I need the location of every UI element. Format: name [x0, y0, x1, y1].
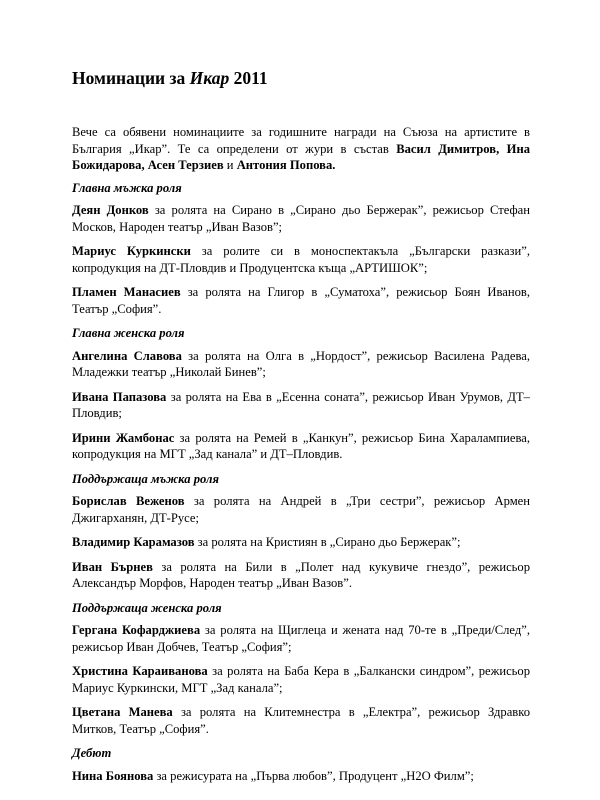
nomination-entry: [72, 493, 530, 526]
section-title: Дебют: [72, 746, 112, 760]
nomination-text: за ролята на Кристиян в „Сирано дьо Бержерак”;: [194, 535, 461, 549]
nomination-text: за ролята на Баба Кера в „Балкански синдром”, режисьор Мариус Куркински, МГТ „Зад канала”;: [72, 664, 531, 695]
nomination-text: за ролята на Клитемнестра в „Електра”, режисьор Здравко Митков, Театър „София”.: [72, 705, 531, 736]
section-title: Поддържаща мъжка роля: [72, 471, 219, 486]
nomination-text: за ролята на Глигор в „Суматоха”, режисьор Боян Иванов, Театър „София”.: [72, 285, 530, 316]
nomination-text: за ролите си в моноспектакъла „Български разкази”, копродукция на ДТ-Пловдив и Продуцентска къща „АРТИШОК”;: [72, 244, 530, 275]
nomination-text: за ролята на Ева в „Есенна соната”, режисьор Иван Урумов, ДТ–Пловдив;: [72, 389, 530, 420]
nomination-entry: [72, 202, 530, 235]
jury-members: Васил Димитров, Ина Божидарова, Асен Терзиев: [72, 141, 530, 172]
nomination-text: за режисурата на „Първа любов”, Продуцент „Н2О Филм”;: [153, 768, 474, 783]
nominee-name: Ангелина Славова: [72, 348, 182, 363]
title-suffix: 2011: [229, 68, 268, 88]
nomination-entry: [72, 534, 530, 551]
nominee-name: Деян Донков: [72, 203, 149, 217]
nomination-entry: [72, 389, 530, 422]
nominee-name: Ивана Папазова: [72, 389, 167, 404]
nominee-name: Гергана Кофарджиева: [72, 623, 201, 637]
nomination-entry: [72, 243, 530, 276]
nominee-name: Цветана Манева: [72, 705, 173, 719]
nomination-text: за ролята на Андрей в „Три сестри”, режисьор Армен Джигарханян, ДТ-Русе;: [72, 494, 530, 525]
nomination-entry: [72, 663, 530, 696]
jury-last-member: Антония Попова.: [236, 158, 336, 172]
page-title: [72, 68, 268, 89]
section-title: Главна мъжка роля: [72, 180, 182, 195]
nominee-name: Иван Бърнев: [72, 559, 153, 574]
document-body: [72, 124, 530, 792]
nomination-entry: [72, 348, 530, 381]
nomination-entry: [72, 284, 530, 317]
nominee-name: Христина Караиванова: [72, 664, 208, 678]
nominee-name: Ирини Жамбонас: [72, 430, 175, 445]
nomination-entry: [72, 768, 530, 785]
nomination-entry: [72, 704, 530, 737]
nominee-name: Борислав Веженов: [72, 494, 185, 508]
nomination-text: за ролята на Ремей в „Канкун”, режисьор Бина Харалампиева, копродукция на МГТ „Зад канала” и ДТ–Пловдив.: [72, 430, 530, 461]
intro-and: и: [223, 158, 237, 172]
nominee-name: Нина Боянова: [72, 768, 154, 783]
section-title: Главна женска роля: [72, 326, 185, 340]
nominee-name: Мариус Куркински: [72, 244, 191, 258]
nomination-text: за ролята на Сирано в „Сирано дьо Бержерак”, режисьор Стефан Москов, Народен театър „Иван Вазов”;: [72, 203, 530, 234]
nomination-text: за ролята на Били в „Полет над кукувиче гнездо”, режисьор Александър Морфов, Народен театър „Иван Вазов”.: [72, 559, 530, 590]
title-prefix: Номинации за: [72, 68, 190, 88]
intro-paragraph: [72, 124, 530, 174]
nomination-text: за ролята на Олга в „Нордост”, режисьор Василена Радева, Младежки театър „Николай Бинев”;: [72, 348, 530, 379]
title-italic: Икар: [189, 68, 230, 88]
nomination-text: за ролята на Щиглеца и жената над 70-те в „Преди/След”, режисьор Иван Добчев, Театър „София”;: [72, 623, 530, 654]
section-title: Поддържаща женска роля: [72, 600, 222, 615]
nominee-name: Пламен Манасиев: [72, 285, 181, 299]
nomination-entry: [72, 559, 530, 592]
nomination-entry: [72, 622, 530, 655]
nominee-name: Владимир Карамазов: [72, 535, 195, 549]
nomination-entry: [72, 430, 530, 463]
intro-text: Вече са обявени номинациите за годишните награди на Съюза на артистите в България „Икар”. Те са определени от жури в състав: [72, 125, 530, 156]
